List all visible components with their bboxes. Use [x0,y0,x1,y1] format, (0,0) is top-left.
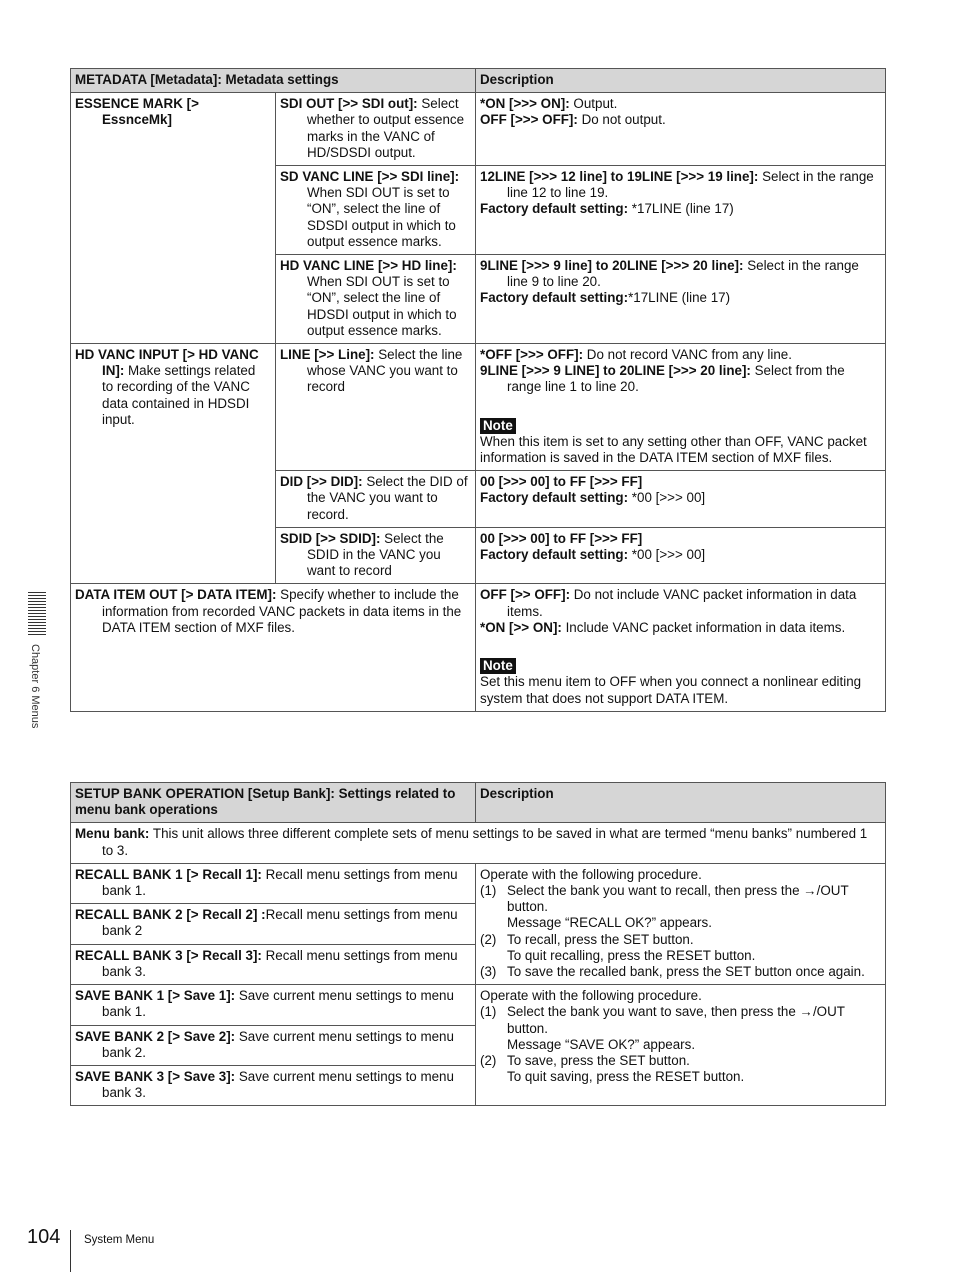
step-subtext: To quit recalling, press the RESET button. [507,947,756,963]
recall-bank-2-cell [71,904,476,944]
table-row [71,93,886,166]
line-range-text: Select from the range line 1 to line 20. [507,363,845,395]
list-item [480,883,879,932]
line-description-cell [476,344,886,471]
data-item-off-text: Do not include VANC packet information in data items. [507,587,857,619]
sdi-out-on-label: *ON [>>> ON]: [480,96,570,112]
essence-mark-group-cell [71,93,276,344]
hd-vanc-line-label: HD VANC LINE [>> HD line]: [280,258,457,274]
hd-vanc-input-text: Make settings related to recording of the VANC data contained in HDSDI input. [102,363,256,427]
note-text: When this item is set to any setting other than OFF, VANC packet information is saved in the DATA ITEM section of MXF files. [480,433,867,466]
step-text-after-icon: /OUT button. [507,883,849,915]
page-number: 104 [27,1226,61,1248]
table-header-row [71,69,886,93]
list-item [480,1053,879,1085]
note-badge: Note [480,418,516,434]
sd-vanc-line-text: When SDI OUT is set to “ON”, select the line of SDSDI output in which to output essence marks. [307,185,456,249]
recall-bank-1-cell [71,863,476,903]
menu-bank-label: Menu bank: [75,826,150,842]
sdi-out-setting-cell [276,93,476,166]
recall-bank-3-text: Recall menu settings from menu bank 3. [102,947,458,979]
sdi-out-description-cell [476,93,886,166]
hd-vanc-line-range-text: Select in the range line 9 to line 20. [507,258,859,290]
did-label: DID [>> DID]: [280,474,363,490]
step-number: (1) [480,883,497,899]
recall-bank-1-text: Recall menu settings from menu bank 1. [102,866,458,899]
save-bank-1-label: SAVE BANK 1 [> Save 1]: [75,988,236,1004]
hd-vanc-line-range-label: 9LINE [>>> 9 line] to 20LINE [>>> 20 line]: [480,258,744,274]
sdi-out-text: Select whether to output essence marks in the VANC of HD/SDSDI output. [307,96,465,160]
setup-bank-header-description: Description [476,783,886,823]
save-bank-2-label: SAVE BANK 2 [> Save 2]: [75,1028,236,1044]
essence-mark-label: ESSENCE MARK [> EssnceMk] [75,96,199,128]
table-row [71,344,886,471]
sdid-setting-cell [276,527,476,584]
sdid-default-label: Factory default setting: [480,547,629,563]
arrow-right-icon: → [799,1004,813,1020]
list-item [480,1004,879,1053]
sdi-out-on-text: Output. [569,96,618,112]
sd-vanc-line-setting-cell [276,166,476,255]
save-bank-3-label: SAVE BANK 3 [> Save 3]: [75,1069,236,1085]
line-off-label: *OFF [>>> OFF]: [480,347,584,363]
hd-vanc-line-setting-cell [276,255,476,344]
table-row [71,863,886,903]
line-setting-cell [276,344,476,471]
recall-bank-3-label: RECALL BANK 3 [> Recall 3]: [75,947,262,963]
save-bank-3-text: Save current menu settings to menu bank 3. [102,1069,454,1101]
table-row [71,985,886,1025]
step-text: To save the recalled bank, press the SET button once again. [507,964,865,980]
sd-vanc-line-label: SD VANC LINE [>> SDI line]: [280,169,460,185]
hd-vanc-line-default-label: Factory default setting: [480,290,629,306]
list-item [480,964,879,980]
did-text: Select the DID of the VANC you want to record. [307,474,468,522]
data-item-out-description-cell [476,584,886,711]
step-text: To recall, press the SET button. [507,931,694,947]
step-number: (2) [480,931,497,947]
line-off-text: Do not record VANC from any line. [583,347,792,363]
sdid-range-label: 00 [>>> 00] to FF [>>> FF] [480,530,643,546]
save-bank-1-cell [71,985,476,1025]
step-subtext: Message “SAVE OK?” appears. [507,1036,696,1052]
step-text: To save, press the SET button. [507,1053,690,1069]
metadata-header-description: Description [476,69,886,93]
sd-vanc-line-range-text: Select in the range line 12 to line 19. [507,169,874,201]
step-number: (1) [480,1004,497,1020]
recall-procedure-cell [476,863,886,984]
recall-bank-1-label: RECALL BANK 1 [> Recall 1]: [75,866,262,882]
metadata-header-setting: METADATA [Metadata]: Metadata settings [71,69,476,93]
data-item-out-label: DATA ITEM OUT [> DATA ITEM]: [75,587,277,603]
did-description-cell [476,471,886,528]
sd-vanc-line-default-label: Factory default setting: [480,201,629,217]
did-default-text: *00 [>>> 00] [628,490,706,506]
save-steps [480,1004,879,1085]
note-text: Set this menu item to OFF when you connect a nonlinear editing system that does not support DATA ITEM. [480,674,862,706]
sdi-out-off-text: Do not output. [577,112,666,128]
sdid-default-text: *00 [>>> 00] [628,547,706,563]
table-row [71,584,886,711]
step-text: Select the bank you want to save, then press the [507,1004,800,1020]
sdi-out-off-label: OFF [>>> OFF]: [480,112,578,128]
hd-vanc-input-label: HD VANC INPUT [> HD VANC IN]: [75,347,259,379]
footer-divider [70,1230,71,1272]
save-bank-2-text: Save current menu settings to menu bank 2. [102,1028,454,1060]
did-range-label: 00 [>>> 00] to FF [>>> FF] [480,474,643,490]
metadata-settings-table [70,68,886,712]
step-subtext: Message “RECALL OK?” appears. [507,915,712,931]
sdi-out-label: SDI OUT [>> SDI out]: [280,96,418,112]
data-item-off-label: OFF [>> OFF]: [480,587,571,603]
line-range-label: 9LINE [>>> 9 LINE] to 20LINE [>>> 20 line]: [480,363,751,379]
table-header-row [71,783,886,823]
step-text-after-icon: /OUT button. [507,1004,845,1036]
save-bank-2-cell [71,1025,476,1065]
recall-intro: Operate with the following procedure. [480,866,702,882]
step-number: (3) [480,964,497,980]
data-item-out-text: Specify whether to include the information from recorded VANC packets in data items in the DATA ITEM section of MXF files. [102,587,462,635]
line-text: Select the line whose VANC you want to record [307,347,463,395]
step-number: (2) [480,1053,497,1069]
table-row [71,823,886,863]
recall-steps [480,883,879,980]
save-procedure-cell [476,985,886,1106]
step-text: Select the bank you want to recall, then press the [507,883,804,899]
save-bank-3-cell [71,1066,476,1106]
sdid-text: Select the SDID in the VANC you want to record [307,530,444,579]
step-subtext: To quit saving, press the RESET button. [507,1069,745,1085]
data-item-out-setting-cell [71,584,476,711]
data-item-on-text: Include VANC packet information in data items. [561,619,846,635]
save-bank-1-text: Save current menu settings to menu bank 1. [102,988,454,1020]
hd-vanc-input-group-cell [71,344,276,584]
note-badge: Note [480,658,516,674]
footer-section: System Menu [84,1234,155,1246]
chapter-label: Chapter 6 Menus [29,644,41,729]
sd-vanc-line-default-text: *17LINE (line 17) [628,201,734,217]
data-item-on-label: *ON [>> ON]: [480,619,562,635]
did-default-label: Factory default setting: [480,490,629,506]
list-item [480,932,879,964]
recall-bank-2-label: RECALL BANK 2 [> Recall 2] : [75,907,266,923]
sd-vanc-line-description-cell [476,166,886,255]
setup-bank-table [70,782,886,1106]
line-label: LINE [>> Line]: [280,347,375,363]
menu-bank-text: This unit allows three different complete sets of menu settings to be saved in what are termed “menu banks” numbered 1 to 3. [102,826,868,858]
sdid-label: SDID [>> SDID]: [280,530,381,546]
hd-vanc-line-default-text: *17LINE (line 17) [628,290,731,306]
did-setting-cell [276,471,476,528]
chapter-tab-marker [28,592,46,636]
hd-vanc-line-text: When SDI OUT is set to “ON”, select the line of HDSDI output in which to output essence marks. [307,274,457,338]
menu-bank-cell [71,823,886,863]
setup-bank-header-setting: SETUP BANK OPERATION [Setup Bank]: Settings related to menu bank operations [71,783,476,823]
arrow-right-icon: → [803,883,817,899]
sd-vanc-line-range-label: 12LINE [>>> 12 line] to 19LINE [>>> 19 line]: [480,169,759,185]
save-intro: Operate with the following procedure. [480,988,702,1004]
recall-bank-2-text: Recall menu settings from menu bank 2 [102,907,458,939]
hd-vanc-line-description-cell [476,255,886,344]
sdid-description-cell [476,527,886,584]
recall-bank-3-cell [71,944,476,984]
